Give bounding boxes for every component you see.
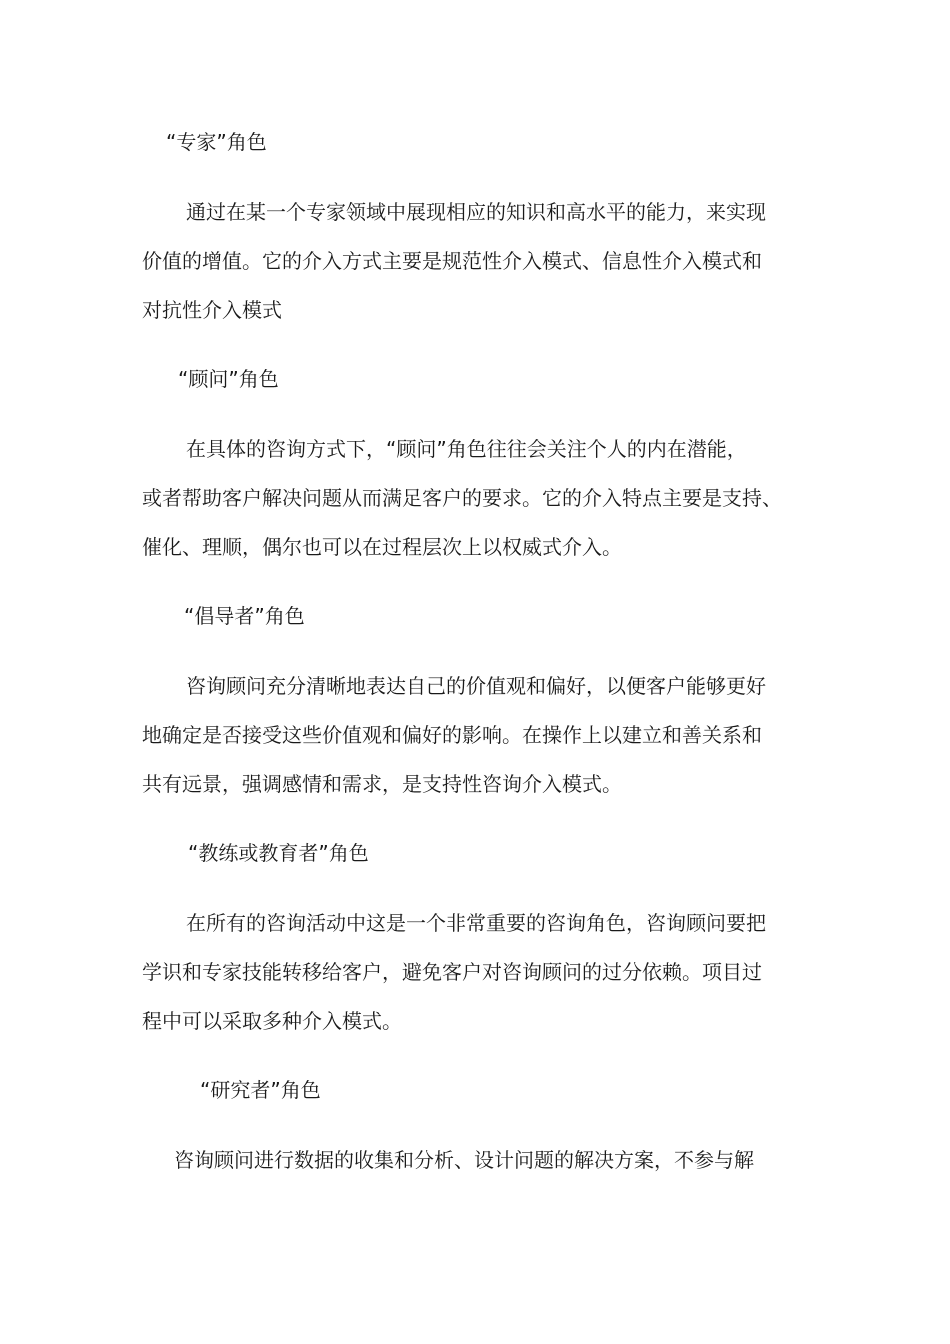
section-2-paragraph-line-2: 或者帮助客户解决问题从而满足客户的要求。它的介入特点主要是支持、 [142,486,782,510]
section-5-heading: “研究者”角色 [200,1078,321,1102]
section-3-paragraph-line-3: 共有远景，强调感情和需求，是支持性咨询介入模式。 [142,772,622,796]
section-3-paragraph-line-2: 地确定是否接受这些价值观和偏好的影响。在操作上以建立和善关系和 [142,723,762,747]
section-5-paragraph-line-1: 咨询顾问进行数据的收集和分析、设计问题的解决方案，不参与解 [174,1148,754,1172]
section-2-paragraph-line-1: 在具体的咨询方式下，“顾问”角色往往会关注个人的内在潜能， [186,437,747,461]
section-3-heading: “倡导者”角色 [184,604,305,628]
section-2-heading: “顾问”角色 [178,367,279,391]
section-1-paragraph-line-2: 价值的增值。它的介入方式主要是规范性介入模式、信息性介入模式和 [142,249,762,273]
section-4-heading: “教练或教育者”角色 [188,841,369,865]
section-4-paragraph-line-2: 学识和专家技能转移给客户，避免客户对咨询顾问的过分依赖。项目过 [142,960,762,984]
section-2-paragraph-line-3: 催化、理顺，偶尔也可以在过程层次上以权威式介入。 [142,535,622,559]
section-3-paragraph-line-1: 咨询顾问充分清晰地表达自己的价值观和偏好，以便客户能够更好 [186,674,766,698]
section-4-paragraph-line-1: 在所有的咨询活动中这是一个非常重要的咨询角色，咨询顾问要把 [186,911,766,935]
section-1-paragraph-line-1: 通过在某一个专家领域中展现相应的知识和高水平的能力，来实现 [186,200,766,224]
section-4-paragraph-line-3: 程中可以采取多种介入模式。 [142,1009,402,1033]
section-1-heading: “专家”角色 [166,130,267,154]
section-1-paragraph-line-3: 对抗性介入模式 [142,298,282,322]
